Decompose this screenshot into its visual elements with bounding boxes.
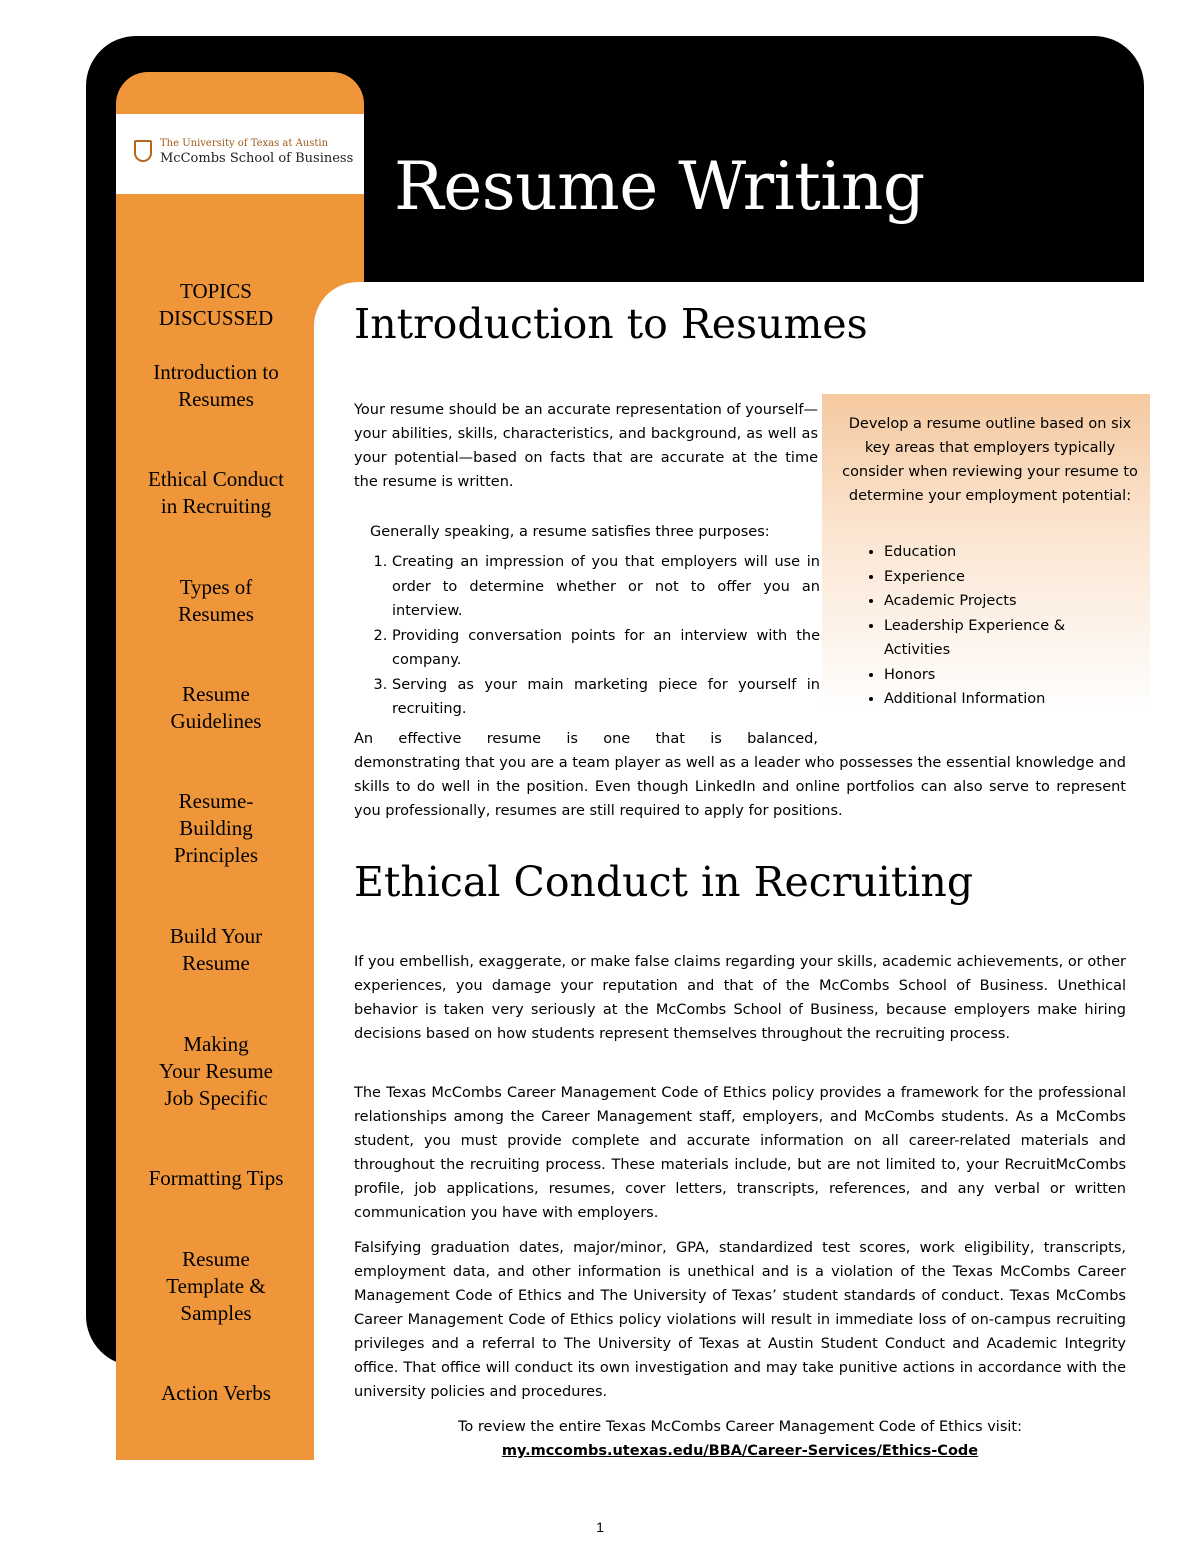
list-item: • Experience (884, 565, 1134, 590)
logo-school: McCombs School of Business (160, 151, 354, 166)
university-logo (116, 114, 364, 194)
purposes-lead: Generally speaking, a resume satisfies three purposes: (370, 524, 770, 540)
ethics-paragraph-1: If you embellish, exaggerate, or make false claims regarding your skills, academic achievements, or other experiences, you damage your reputation and that of the McCombs School of Business. Unethical behavior is taken very seriously at the McCombs School of Business, because employers make hiring decisions based on how students represent themselves throughout the recruiting process. (354, 954, 1126, 1042)
list-item: • Additional Information (884, 687, 1134, 712)
intro-paragraph: Your resume should be an accurate representation of yourself—your abilities, skills, characteristics, and background, as well as your potential—based on facts that are accurate at the time the resume is written. (354, 402, 818, 490)
sidebar-item-principles[interactable]: Resume- Building Principles (174, 789, 258, 867)
list-item: 3. Serving as your main marketing piece for yourself in recruiting. (392, 673, 820, 722)
sidebar-item-action-verbs[interactable]: Action Verbs (161, 1381, 271, 1405)
list-item: 1. Creating an impression of you that employers will use in order to determine whether or not to offer you an interview. (392, 550, 820, 624)
list-item: • Leadership Experience & Activities (884, 614, 1134, 663)
list-item: • Education (884, 540, 1134, 565)
intro-heading: Introduction to Resumes (354, 300, 868, 348)
ut-seal-icon (134, 140, 152, 162)
sidebar-item-ethical-conduct[interactable]: Ethical Conduct in Recruiting (148, 467, 284, 518)
callout-heading: Develop a resume outline based on six key areas that employers typically consider when reviewing your resume to determine your employment potential: (842, 416, 1138, 504)
list-item: • Academic Projects (884, 589, 1134, 614)
sidebar-item-types[interactable]: Types of Resumes (178, 575, 254, 626)
ethics-paragraph-3: Falsifying graduation dates, major/minor, GPA, standardized test scores, work eligibility, transcripts, employment data, and other information is unethical and is a violation of the Texas McCombs Career Management Code of Ethics and The University of Texas’ student standards of conduct. Texas McCombs Career Management Code of Ethics policy violations will result in immediate loss of on-campus recruiting privileges and a referral to The University of Texas at Austin Student Conduct and Academic Integrity office. That office will conduct its own investigation and may take punitive actions in accordance with the university policies and procedures. (354, 1240, 1126, 1400)
logo-university: The University of Texas at Austin (160, 138, 329, 149)
ethics-link-row (354, 1439, 1126, 1463)
list-item: • Honors (884, 663, 1134, 688)
sidebar-item-introduction[interactable]: Introduction to Resumes (153, 360, 279, 411)
ethics-heading: Ethical Conduct in Recruiting (354, 858, 974, 906)
document-title: Resume Writing (394, 148, 925, 225)
intro-closing: demonstrating that you are a team player as well as a leader who possesses the essential knowledge and skills to do well in the position. Even though LinkedIn and online portfolios can also serve to represent you professionally, resumes are still required to apply for positions. (354, 755, 1126, 819)
key-areas-callout (822, 394, 1150, 714)
intro-closing-start: An effective resume is one that is balanced, (354, 731, 818, 747)
sidebar-item-templates[interactable]: Resume Template & Samples (166, 1247, 266, 1325)
key-areas-list (844, 540, 1134, 712)
ethics-code-link[interactable]: my.mccombs.utexas.edu/BBA/Career-Services/Ethics-Code (501, 1443, 979, 1459)
sidebar-item-build[interactable]: Build Your Resume (169, 924, 263, 975)
list-item: 2. Providing conversation points for an interview with the company. (392, 624, 820, 673)
ethics-review-text: To review the entire Texas McCombs Career Management Code of Ethics visit: (458, 1419, 1022, 1435)
purposes-list (354, 550, 820, 722)
ethics-paragraph-2: The Texas McCombs Career Management Code of Ethics policy provides a framework for the professional relationships among the Career Management staff, employers, and McCombs students. As a McCombs student, you must provide complete and accurate information on all career-related materials and throughout the recruiting process. These materials include, but are not limited to, your RecruitMcCombs profile, job applications, resumes, cover letters, transcripts, references, and any verbal or written communication you have with employers. (354, 1085, 1126, 1221)
sidebar-item-formatting[interactable]: Formatting Tips (148, 1166, 284, 1190)
sidebar-item-guidelines[interactable]: Resume Guidelines (170, 682, 262, 733)
topics-heading: TOPICS DISCUSSED (158, 279, 274, 330)
page-number: 1 (596, 1519, 604, 1535)
sidebar-item-job-specific[interactable]: Making Your Resume Job Specific (159, 1032, 273, 1110)
